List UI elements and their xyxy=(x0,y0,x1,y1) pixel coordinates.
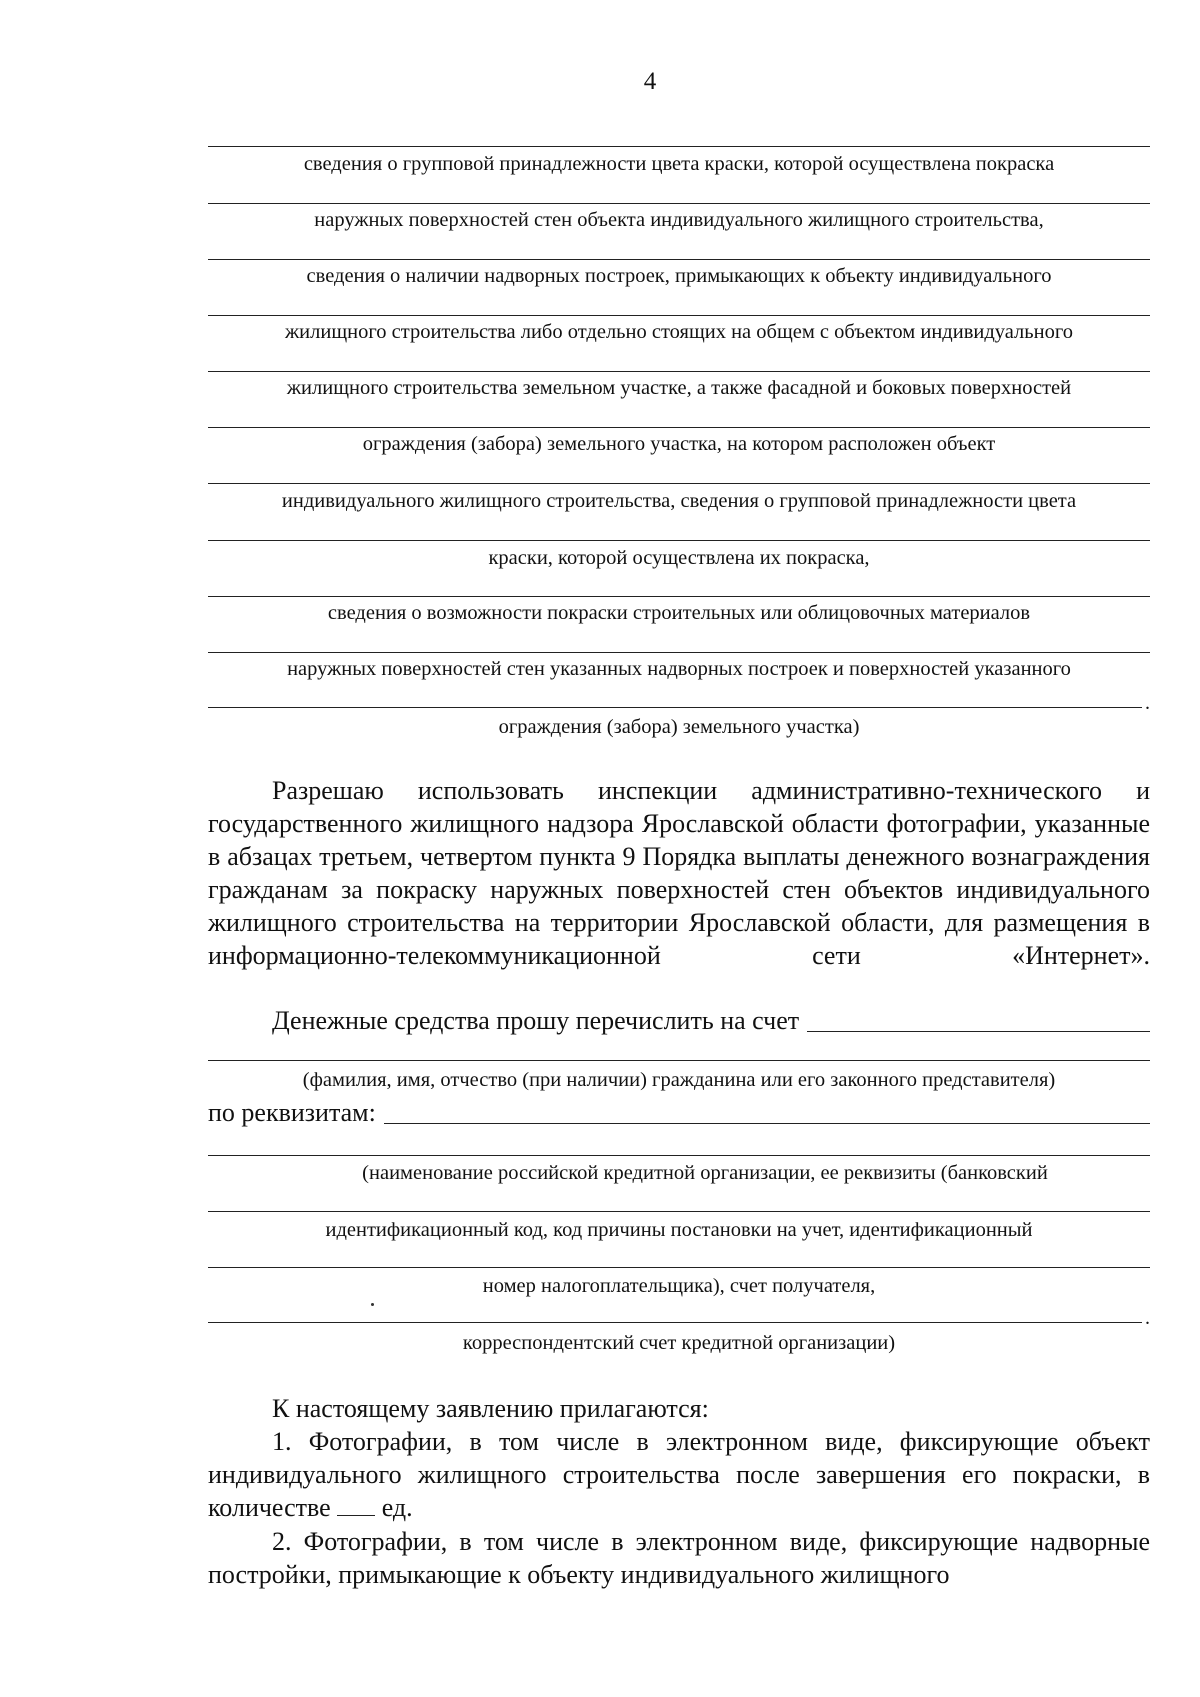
fill-line[interactable] xyxy=(208,146,1150,147)
fill-line[interactable] xyxy=(208,1211,1150,1212)
attachments-heading: К настоящему заявлению прилагаются: xyxy=(272,1394,709,1423)
form-caption: наружных поверхностей стен объекта индивидуального жилищного строительства, xyxy=(314,209,1044,231)
form-caption: сведения о групповой принадлежности цвета краски, которой осуществлена покраска xyxy=(303,153,1055,175)
fill-line[interactable] xyxy=(208,596,1150,597)
requisites-line xyxy=(208,1098,1150,1128)
fill-line[interactable] xyxy=(208,259,1150,260)
bank-caption: корреспондентский счет кредитной организации) xyxy=(462,1332,896,1354)
fill-line[interactable] xyxy=(208,203,1150,204)
form-caption: наружных поверхностей стен указанных надворных построек и поверхностей указанного xyxy=(287,658,1071,680)
form-caption: краски, которой осуществлена их покраска, xyxy=(488,547,870,569)
form-caption: сведения о наличии надворных построек, примыкающих к объекту индивидуального xyxy=(306,265,1052,287)
permission-paragraph: Разрешаю использовать инспекции административно-технического и государственного жилищного надзора Ярославской области фотографии, указанные в абзацах третьем, четвертом пункта 9 Порядка выплаты денежного вознаграждения гражданам за покраску наружных поверхностей стен объектов индивидуального жилищного строительства на территории Ярославской области, для размещения в информационно-телекоммуникационной сети «Интернет». xyxy=(208,776,1150,970)
attachment-item-2: 2. Фотографии, в том числе в электронном виде, фиксирующие надворные постройки, примыкающие к объекту индивидуального жилищного xyxy=(208,1527,1150,1589)
form-caption: сведения о возможности покраски строительных или облицовочных материалов xyxy=(327,602,1031,624)
fill-line-final[interactable] xyxy=(208,692,1150,714)
fill-line[interactable] xyxy=(208,540,1150,541)
requisites-label: по реквизитам: xyxy=(208,1098,376,1127)
attachment-1-qty-prefix: в количестве xyxy=(208,1460,1150,1522)
bank-caption: идентификационный код, код причины постановки на учет, идентификационный xyxy=(325,1219,1033,1241)
requisites-fill-line[interactable] xyxy=(384,1099,1150,1124)
attachment-item-1 xyxy=(208,1425,1150,1524)
bank-caption: (наименование российской кредитной организации, ее реквизиты (банковский xyxy=(362,1162,1048,1184)
page-number: 4 xyxy=(643,68,657,95)
fill-line-final[interactable] xyxy=(208,1307,1150,1329)
fill-line[interactable] xyxy=(208,1060,1150,1061)
form-caption: ограждения (забора) земельного участка, на котором расположен объект xyxy=(362,433,996,455)
form-caption: жилищного строительства либо отдельно стоящих на общем с объектом индивидуального xyxy=(285,321,1073,343)
fill-line[interactable] xyxy=(208,483,1150,484)
transfer-caption: (фамилия, имя, отчество (при наличии) гражданина или его законного представителя) xyxy=(302,1069,1056,1091)
fill-line[interactable] xyxy=(208,652,1150,653)
bank-caption: номер налогоплательщика), счет получателя, xyxy=(482,1275,876,1297)
fill-line[interactable] xyxy=(208,1155,1150,1156)
fill-line[interactable] xyxy=(208,427,1150,428)
fill-line[interactable] xyxy=(208,371,1150,372)
form-caption: ограждения (забора) земельного участка) xyxy=(498,716,860,738)
period-mark: . xyxy=(1145,692,1150,714)
fill-line[interactable] xyxy=(208,1267,1150,1268)
fill-line[interactable] xyxy=(208,315,1150,316)
quantity-fill-line[interactable] xyxy=(337,1493,375,1516)
attachment-1-qty-suffix: ед. xyxy=(381,1493,413,1522)
period-mark: . xyxy=(1145,1307,1150,1329)
form-caption: жилищного строительства земельном участке, а также фасадной и боковых поверхностей xyxy=(286,377,1072,399)
form-caption: индивидуального жилищного строительства, сведения о групповой принадлежности цвета xyxy=(281,490,1077,512)
attachment-1-text: 1. Фотографии, в том числе в электронном виде, фиксирующие объект индивидуального жилищного строительства после завершения его покраски, xyxy=(208,1427,1150,1489)
scan-dot xyxy=(371,1303,374,1306)
transfer-line xyxy=(208,1006,1150,1036)
transfer-label: Денежные средства прошу перечислить на счет xyxy=(272,1006,800,1035)
account-fill-line[interactable] xyxy=(807,1007,1150,1032)
